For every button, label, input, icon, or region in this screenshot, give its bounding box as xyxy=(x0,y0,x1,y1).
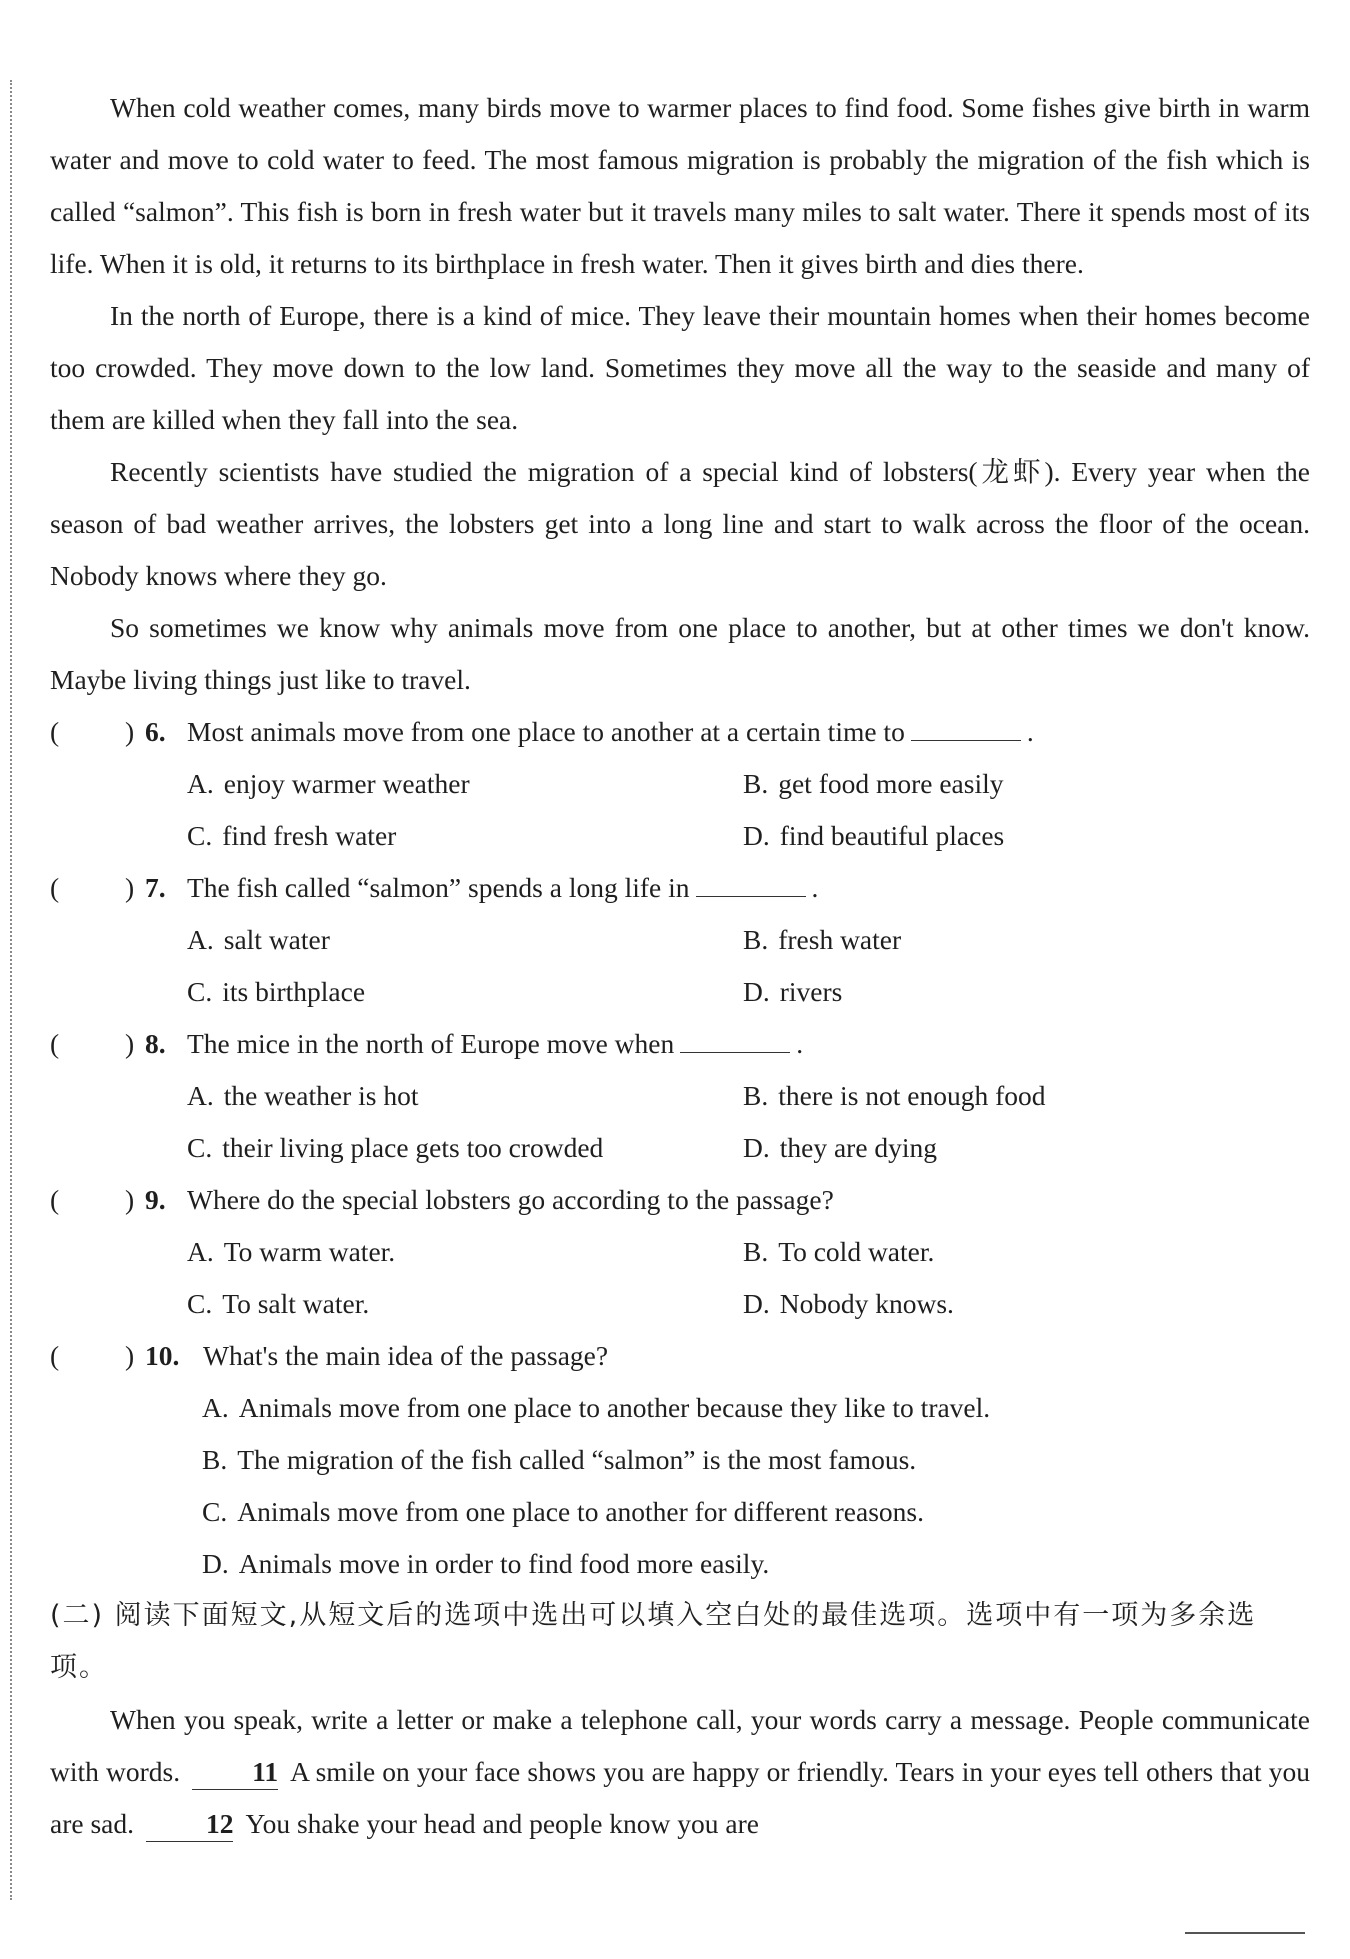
option-text: the weather is hot xyxy=(223,1080,419,1111)
option-letter: A. xyxy=(187,1080,214,1111)
option-letter: B. xyxy=(743,1080,769,1111)
option-letter: B. xyxy=(743,768,769,799)
stem-text: Most animals move from one place to another at a certain time to xyxy=(187,716,905,747)
footer-rule xyxy=(1185,1932,1305,1934)
option-text: salt water xyxy=(223,924,330,955)
stem-text: The mice in the north of Europe move when xyxy=(187,1028,675,1059)
answer-paren-open: ( xyxy=(50,1340,60,1371)
question-number: 7. xyxy=(145,872,166,903)
answer-paren-close: ) xyxy=(125,716,135,747)
option-text: they are dying xyxy=(779,1132,938,1163)
question-stem xyxy=(187,862,818,914)
answer-blank xyxy=(680,1024,790,1053)
question-7 xyxy=(50,862,1310,914)
answer-paren-close: ) xyxy=(125,1028,135,1059)
option-c xyxy=(187,966,365,1018)
option-text: find beautiful places xyxy=(779,820,1005,851)
passage-paragraph: Recently scientists have studied the migration of a special kind of lobsters(龙虾). Every year when the season of bad weather arrives, the lobsters get into a long line and start to walk across the floor of the ocean. Nobody knows where they go. xyxy=(50,456,1310,591)
option-b xyxy=(743,914,901,966)
question-number: 10. xyxy=(145,1340,180,1371)
blank-11: 11 xyxy=(192,1755,278,1790)
option-text: find fresh water xyxy=(222,820,397,851)
option-b xyxy=(743,1070,1046,1122)
option-b xyxy=(202,1434,916,1486)
passage2-text: You shake your head and people know you are xyxy=(245,1808,759,1839)
option-letter: D. xyxy=(743,1288,770,1319)
options-row xyxy=(50,1486,1310,1538)
answer-paren-open: ( xyxy=(50,1184,60,1215)
question-stem: What's the main idea of the passage? xyxy=(203,1340,609,1371)
section-heading: (二) 阅读下面短文,从短文后的选项中选出可以填入空白处的最佳选项。选项中有一项为多余选项。 xyxy=(50,1600,1257,1683)
option-text: Animals move from one place to another because they like to travel. xyxy=(238,1392,991,1423)
options-row xyxy=(50,914,1310,966)
option-a xyxy=(187,1070,418,1122)
option-c xyxy=(187,810,396,862)
option-letter: C. xyxy=(187,820,213,851)
option-letter: D. xyxy=(743,820,770,851)
page-content xyxy=(50,82,1310,1850)
option-text: get food more easily xyxy=(778,768,1004,799)
option-text: enjoy warmer weather xyxy=(223,768,470,799)
options-row xyxy=(50,966,1310,1018)
option-a xyxy=(187,1226,395,1278)
question-stem: Where do the special lobsters go according to the passage? xyxy=(187,1184,834,1215)
options-row xyxy=(50,1382,1310,1434)
option-letter: C. xyxy=(187,1132,213,1163)
option-text: rivers xyxy=(779,976,843,1007)
option-letter: C. xyxy=(202,1496,228,1527)
options-row xyxy=(50,1538,1310,1590)
option-letter: C. xyxy=(187,976,213,1007)
answer-blank xyxy=(911,712,1021,741)
question-9 xyxy=(50,1174,1310,1226)
passage2-paragraph xyxy=(50,1694,1310,1850)
option-text: To salt water. xyxy=(222,1288,370,1319)
stem-end: . xyxy=(811,872,819,903)
options-row xyxy=(50,1122,1310,1174)
option-d xyxy=(202,1538,769,1590)
answer-paren-open: ( xyxy=(50,1028,60,1059)
question-stem xyxy=(187,706,1034,758)
answer-paren-close: ) xyxy=(125,872,135,903)
passage-paragraph: When cold weather comes, many birds move to warmer places to find food. Some fishes give birth in warm water and move to cold water to feed. The most famous migration is probably the migration of the fish which is called “salmon”. This fish is born in fresh water but it travels many miles to salt water. There it spends most of its life. When it is old, it returns to its birthplace in fresh water. Then it gives birth and dies there. xyxy=(50,92,1310,279)
passage-paragraph: In the north of Europe, there is a kind of mice. They leave their mountain homes when their homes become too crowded. They move down to the low land. Sometimes they move all the way to the seaside and many of them are killed when they fall into the sea. xyxy=(50,300,1310,435)
stem-end: . xyxy=(796,1028,804,1059)
answer-paren-close: ) xyxy=(125,1184,135,1215)
option-text: To warm water. xyxy=(223,1236,396,1267)
option-d xyxy=(743,1122,937,1174)
option-d xyxy=(743,966,842,1018)
answer-blank xyxy=(696,868,806,897)
option-letter: D. xyxy=(743,1132,770,1163)
option-letter: A. xyxy=(187,1236,214,1267)
passage2-text: A smile on your face shows you are happy or friendly. Tears in your eyes tell others that you are sad. xyxy=(50,1756,1310,1839)
option-letter: B. xyxy=(202,1444,228,1475)
option-d xyxy=(743,810,1004,862)
option-b xyxy=(743,758,1004,810)
option-letter: A. xyxy=(187,768,214,799)
answer-paren-open: ( xyxy=(50,872,60,903)
option-text: there is not enough food xyxy=(778,1080,1046,1111)
option-letter: B. xyxy=(743,1236,769,1267)
question-number: 8. xyxy=(145,1028,166,1059)
option-letter: C. xyxy=(187,1288,213,1319)
option-c xyxy=(202,1486,924,1538)
passage-paragraph: So sometimes we know why animals move from one place to another, but at other times we don't know. Maybe living things just like to travel. xyxy=(50,612,1310,695)
option-b xyxy=(743,1226,934,1278)
answer-paren-open: ( xyxy=(50,716,60,747)
blank-12: 12 xyxy=(146,1807,234,1842)
answer-paren-close: ) xyxy=(125,1340,135,1371)
options-row xyxy=(50,810,1310,862)
option-text: their living place gets too crowded xyxy=(222,1132,604,1163)
question-10 xyxy=(50,1330,1310,1382)
option-text: Animals move in order to find food more easily. xyxy=(238,1548,770,1579)
stem-end: . xyxy=(1026,716,1034,747)
option-text: Animals move from one place to another for different reasons. xyxy=(237,1496,924,1527)
option-c xyxy=(187,1122,603,1174)
option-letter: A. xyxy=(202,1392,229,1423)
option-text: Nobody knows. xyxy=(779,1288,954,1319)
question-number: 6. xyxy=(145,716,166,747)
option-d xyxy=(743,1278,954,1330)
question-8 xyxy=(50,1018,1310,1070)
option-letter: D. xyxy=(202,1548,229,1579)
question-6 xyxy=(50,706,1310,758)
option-letter: B. xyxy=(743,924,769,955)
options-row xyxy=(50,1434,1310,1486)
options-row xyxy=(50,758,1310,810)
option-text: its birthplace xyxy=(222,976,366,1007)
question-number: 9. xyxy=(145,1184,166,1215)
option-letter: D. xyxy=(743,976,770,1007)
option-text: To cold water. xyxy=(778,1236,935,1267)
option-text: The migration of the fish called “salmon” is the most famous. xyxy=(237,1444,917,1475)
passage2-text: When you speak, write a letter or make a telephone call, your words carry a message. People communicate with words. xyxy=(50,1704,1310,1787)
options-row xyxy=(50,1226,1310,1278)
options-row xyxy=(50,1278,1310,1330)
option-a xyxy=(187,758,470,810)
option-a xyxy=(202,1382,990,1434)
stem-text: The fish called “salmon” spends a long life in xyxy=(187,872,690,903)
option-letter: A. xyxy=(187,924,214,955)
option-c xyxy=(187,1278,369,1330)
question-stem xyxy=(187,1018,803,1070)
option-a xyxy=(187,914,330,966)
options-row xyxy=(50,1070,1310,1122)
binding-dotted-line xyxy=(10,80,12,1900)
option-text: fresh water xyxy=(778,924,902,955)
